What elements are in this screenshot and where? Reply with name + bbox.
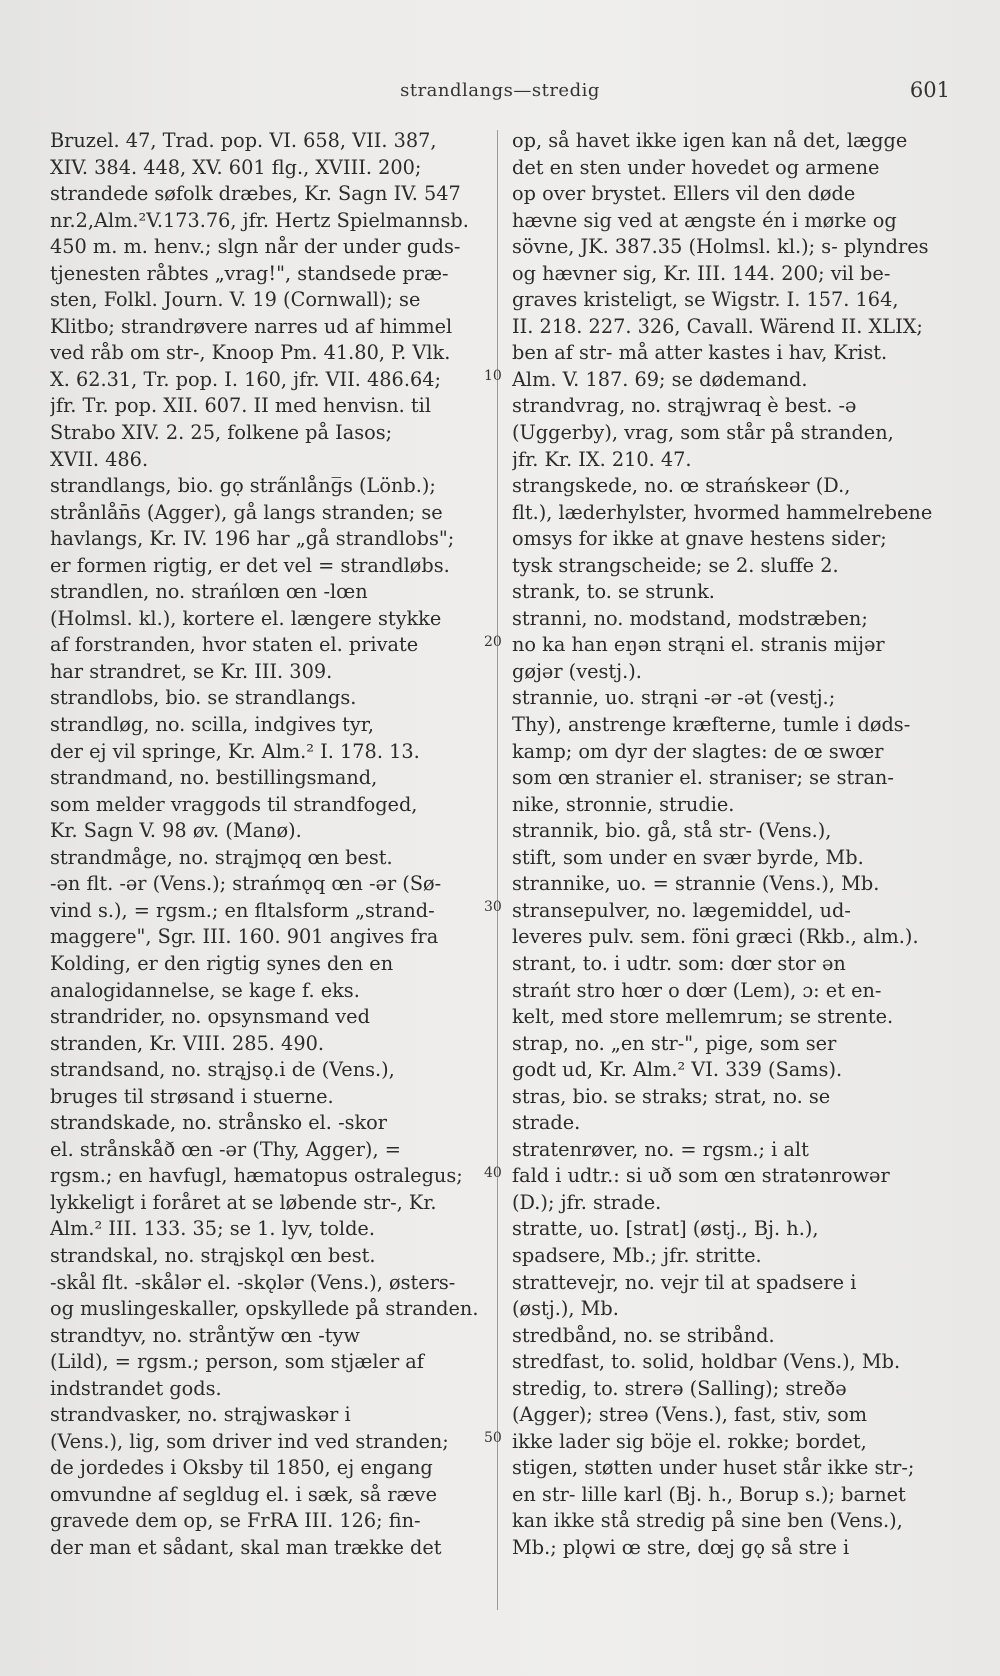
text-line: flt.), læderhylster, hvormed hammelrebene: [512, 500, 933, 524]
text-line: Alm.² III. 133. 35; se 1. lyv, tolde.: [50, 1217, 375, 1241]
text-line: omvundne af segldug el. i sæk, så ræve: [50, 1482, 437, 1506]
right-column: [512, 128, 967, 1562]
text-line: Thy), anstrenge kræfterne, tumle i døds-: [512, 713, 911, 737]
text-line: som melder vraggods til strandfoged,: [50, 792, 418, 816]
text-line: graves kristeligt, se Wigstr. I. 157. 164,: [512, 288, 899, 312]
text-line: strånlån̄s (Agger), gå langs stranden; se: [50, 500, 443, 524]
text-line: no ka han eŋən strąni el. stranis mijər: [512, 633, 885, 657]
text-line: strańt stro hœr o dœr (Lem), ɔ: et en-: [512, 978, 882, 1002]
text-line: -skål flt. -skålər el. -skǫlər (Vens.), østers-: [50, 1270, 456, 1294]
text-line: strap, no. „en str-", pige, som ser: [512, 1031, 837, 1055]
text-line: leveres pulv. sem. föni græci (Rkb., alm.).: [512, 925, 919, 949]
text-line: gøjər (vestj.).: [512, 659, 642, 683]
text-line: tjenesten råbtes „vrag!", standsede præ-: [50, 261, 449, 285]
text-line: II. 218. 227. 326, Cavall. Wärend II. XLIX;: [512, 314, 923, 338]
text-line: strandsand, no. strąjsǫ.i de (Vens.),: [50, 1058, 395, 1082]
text-line: havlangs, Kr. IV. 196 har „gå strandlobs";: [50, 527, 455, 551]
line-number: 20: [484, 634, 502, 650]
text-line: (Agger); streə (Vens.), fast, stiv, som: [512, 1403, 868, 1427]
text-line: og muslingeskaller, opskyllede på stranden.: [50, 1297, 479, 1321]
text-line: omsys for ikke at gnave hestens sider;: [512, 527, 887, 551]
text-line: tysk strangscheide; se 2. sluffe 2.: [512, 553, 839, 577]
text-line: ved råb om str-, Knoop Pm. 41.80, P. Vlk.: [50, 341, 451, 365]
text-line: godt ud, Kr. Alm.² VI. 339 (Sams).: [512, 1058, 843, 1082]
text-line: 450 m. m. henv.; slgn når der under guds-: [50, 235, 461, 259]
text-line: stratte, uo. [strat] (østj., Bj. h.),: [512, 1217, 819, 1241]
text-line: jfr. Tr. pop. XII. 607. II med henvisn. til: [50, 394, 432, 418]
text-line: ben af str- må atter kastes i hav, Krist.: [512, 341, 888, 365]
text-line: bruges til strøsand i stuerne.: [50, 1084, 334, 1108]
text-line: strandlen, no. strańlœn œn -lœn: [50, 580, 368, 604]
text-line: (D.); jfr. strade.: [512, 1190, 662, 1214]
text-line: strandløg, no. scilla, indgives tyr,: [50, 713, 375, 737]
text-line: stranden, Kr. VIII. 285. 490.: [50, 1031, 324, 1055]
text-line: fald i udtr.: si uð som œn stratənrowər: [512, 1164, 890, 1188]
text-line: strandlangs, bio. gọ stra̋nlång̅s (Lönb.);: [50, 474, 436, 498]
page-number: 601: [909, 78, 950, 102]
text-line: strannie, uo. strąni -ər -ət (vestj.;: [512, 686, 836, 710]
text-line: strade.: [512, 1111, 581, 1135]
text-line: kan ikke stå stredig på sine ben (Vens.),: [512, 1509, 903, 1533]
text-line: (Vens.), lig, som driver ind ved stranden;: [50, 1429, 449, 1453]
line-number: 10: [484, 368, 502, 384]
text-line: Alm. V. 187. 69; se dødemand.: [512, 367, 808, 391]
text-line: strandtyv, no. strånty̆w œn -tyw: [50, 1323, 360, 1347]
text-line: sten, Folkl. Journ. V. 19 (Cornwall); se: [50, 288, 421, 312]
text-line: hævne sig ved at ængste én i mørke og: [512, 208, 897, 232]
text-line: rgsm.; en havfugl, hæmatopus ostralegus;: [50, 1164, 463, 1188]
text-line: analogidannelse, se kage f. eks.: [50, 978, 360, 1002]
text-line: strandskade, no. strånsko el. -skor: [50, 1111, 387, 1135]
text-line: stransepulver, no. lægemiddel, ud-: [512, 898, 851, 922]
text-line: stras, bio. se straks; strat, no. se: [512, 1084, 831, 1108]
text-line: strattevejr, no. vejr til at spadsere i: [512, 1270, 857, 1294]
text-line: (Uggerby), vrag, som står på stranden,: [512, 421, 894, 445]
text-line: XVII. 486.: [50, 447, 149, 471]
text-line: op, så havet ikke igen kan nå det, lægge: [512, 129, 908, 152]
running-title: strandlangs—stredig: [400, 80, 600, 101]
text-line: maggere", Sgr. III. 160. 901 angives fra: [50, 925, 439, 949]
text-line: (Lild), = rgsm.; person, som stjæler af: [50, 1350, 424, 1374]
text-line: de jordedes i Oksby til 1850, ej engang: [50, 1456, 433, 1480]
text-line: en str- lille karl (Bj. h., Borup s.); barnet: [512, 1482, 906, 1506]
text-line: nike, stronnie, strudie.: [512, 792, 735, 816]
text-line: det en sten under hovedet og armene: [512, 155, 880, 179]
text-line: af forstranden, hvor staten el. private: [50, 633, 419, 657]
text-line: og hævner sig, Kr. III. 144. 200; vil be-: [512, 261, 891, 285]
text-line: gravede dem op, se FrRA III. 126; fin-: [50, 1509, 421, 1533]
text-line: som œn stranier el. straniser; se stran-: [512, 766, 894, 790]
text-line: jfr. Kr. IX. 210. 47.: [512, 447, 692, 471]
text-line: Kolding, er den rigtig synes den en: [50, 951, 394, 975]
column-divider: [497, 130, 498, 1610]
text-line: sövne, JK. 387.35 (Holmsl. kl.); s- plyndres: [512, 235, 929, 259]
text-line: Mb.; plǫwi œ stre, dœj gǫ så stre i: [512, 1535, 850, 1559]
text-line: (østj.), Mb.: [512, 1297, 619, 1321]
text-line: der man et sådant, skal man trække det: [50, 1535, 442, 1559]
text-line: strandskal, no. strąjskǫl œn best.: [50, 1243, 376, 1267]
text-line: strandrider, no. opsynsmand ved: [50, 1005, 370, 1029]
text-line: Klitbo; strandrøvere narres ud af himmel: [50, 314, 453, 338]
text-line: strannike, uo. = strannie (Vens.), Mb.: [512, 872, 880, 896]
text-line: XIV. 384. 448, XV. 601 flg., XVIII. 200;: [50, 155, 422, 179]
text-line: Kr. Sagn V. 98 øv. (Manø).: [50, 819, 302, 843]
text-line: stift, som under en svær byrde, Mb.: [512, 845, 864, 869]
text-line: ikke lader sig böje el. rokke; bordet,: [512, 1429, 867, 1453]
text-line: strandmåge, no. strąjmǫq œn best.: [50, 845, 393, 869]
text-line: strandede søfolk dræbes, Kr. Sagn IV. 547: [50, 182, 461, 206]
line-number: 50: [484, 1430, 502, 1446]
text-line: strandmand, no. bestillingsmand,: [50, 766, 378, 790]
text-line: strandvasker, no. strąjwaskər i: [50, 1403, 351, 1427]
text-line: X. 62.31, Tr. pop. I. 160, jfr. VII. 486.64;: [50, 367, 441, 391]
text-line: (Holmsl. kl.), kortere el. længere stykke: [50, 606, 442, 630]
text-line: strant, to. i udtr. som: dœr stor ən: [512, 951, 846, 975]
line-number: 40: [484, 1165, 502, 1181]
text-line: spadsere, Mb.; jfr. stritte.: [512, 1243, 762, 1267]
text-line: kamp; om dyr der slagtes: de œ swœr: [512, 739, 884, 763]
text-line: el. strånskåð œn -ər (Thy, Agger), =: [50, 1137, 401, 1161]
left-column: [50, 128, 505, 1562]
text-line: kelt, med store mellemrum; se strente.: [512, 1005, 894, 1029]
text-line: stratenrøver, no. = rgsm.; i alt: [512, 1137, 809, 1161]
line-number: 30: [484, 899, 502, 915]
text-line: indstrandet gods.: [50, 1376, 222, 1400]
text-line: stredbånd, no. se stribånd.: [512, 1323, 775, 1347]
text-line: strandvrag, no. strąjwraq è best. -ə: [512, 394, 857, 418]
text-line: stredfast, to. solid, holdbar (Vens.), Mb.: [512, 1350, 901, 1374]
text-line: Bruzel. 47, Trad. pop. VI. 658, VII. 387,: [50, 129, 437, 152]
text-line: stigen, støtten under huset står ikke str-;: [512, 1456, 915, 1480]
text-line: lykkeligt i foråret at se løbende str-, Kr.: [50, 1190, 437, 1214]
text-line: stranni, no. modstand, modstræben;: [512, 606, 868, 630]
text-line: strandlobs, bio. se strandlangs.: [50, 686, 357, 710]
text-line: nr.2,Alm.²V.173.76, jfr. Hertz Spielmannsb.: [50, 208, 469, 232]
text-line: er formen rigtig, er det vel = strandløbs.: [50, 553, 450, 577]
text-line: stredig, to. strerə (Salling); streðə: [512, 1376, 847, 1400]
text-line: strank, to. se strunk.: [512, 580, 715, 604]
text-line: vind s.), = rgsm.; en fltalsform „strand-: [50, 898, 435, 922]
text-line: strangskede, no. œ strańskeər (D.,: [512, 474, 851, 498]
text-line: op over brystet. Ellers vil den døde: [512, 182, 856, 206]
text-line: strannik, bio. gå, stå str- (Vens.),: [512, 819, 832, 843]
text-line: Strabo XIV. 2. 25, folkene på Iasos;: [50, 421, 393, 445]
text-line: har strandret, se Kr. III. 309.: [50, 659, 333, 683]
text-line: der ej vil springe, Kr. Alm.² I. 178. 13.: [50, 739, 420, 763]
text-line: -ən flt. -ər (Vens.); strańmǫq œn -ər (Sø-: [50, 872, 442, 896]
